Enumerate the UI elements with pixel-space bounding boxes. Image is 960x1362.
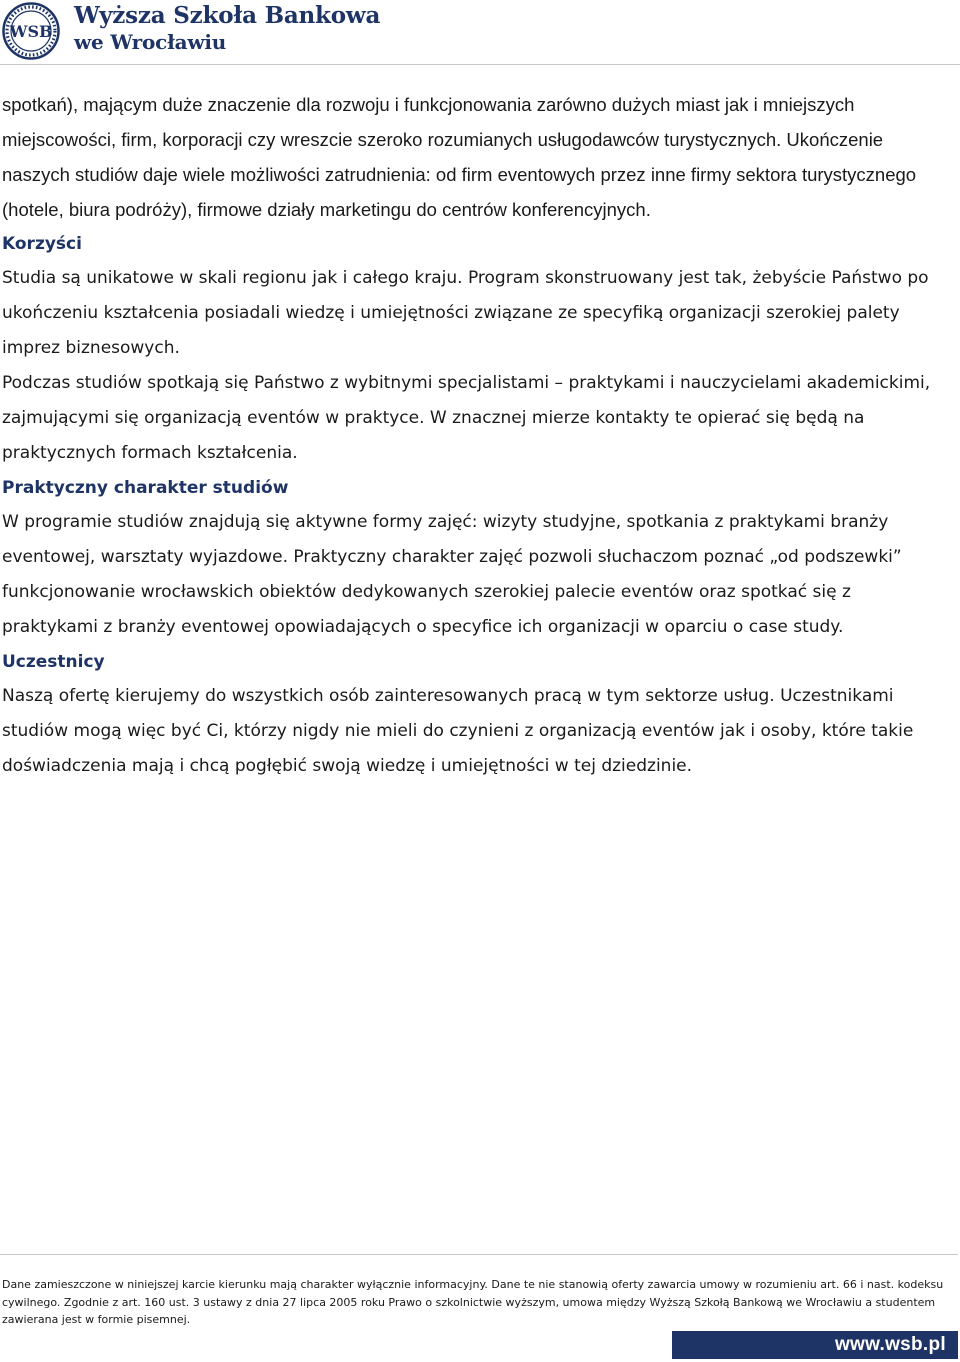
benefits-paragraph-2: Podczas studiów spotkają się Państwo z wybitnymi specjalistami – praktykami i nauczycielami akademickimi, zajmującymi się organizacją eventów w praktyce. W znacznej mierze kontakty te opierać się będą na praktycznych formach kształcenia. [2,373,931,463]
footer-disclaimer: Dane zamieszczone w niniejszej karcie kierunku mają charakter wyłącznie informacyjny. Dane te nie stanowią oferty zawarcia umowy w rozumieniu art. 66 i nast. kodeksu cywilnego. Zgodnie z art. 160 ust. 3 ustawy z dnia 27 lipca 2005 roku Prawo o szkolnictwie wyższym, umowa między Wyższą Szkołą Bankową we Wrocławiu a studentem zawierana jest w formie pisemnej. [2,1278,944,1326]
page-header [0,0,960,66]
website-link[interactable]: www.wsb.pl [834,1334,946,1355]
footer-url-bar [672,1331,958,1359]
logo-subtitle: we Wrocławiu [74,30,227,54]
footer-divider [0,1254,958,1255]
logo-title: Wyższa Szkoła Bankowa [74,2,381,29]
benefits-paragraph-1: Studia są unikatowe w skali regionu jak i całego kraju. Program skonstruowany jest tak, żebyście Państwo po ukończeniu kształcenia posiadali wiedzę i umiejętności związane ze specyfiką organizacji szerokiej palety imprez biznesowych. [2,268,929,358]
section-heading-practical: Praktyczny charakter studiów [2,478,289,498]
section-heading-participants: Uczestnicy [2,652,105,672]
wsb-seal-icon [2,2,60,60]
section-heading-benefits: Korzyści [2,234,82,254]
practical-paragraph: W programie studiów znajdują się aktywne formy zajęć: wizyty studyjne, spotkania z praktykami branży eventowej, warsztaty wyjazdowe. Praktyczny charakter zajęć pozwoli słuchaczom poznać „od podszewki” funkcjonowanie wrocławskich obiektów dedykowanych szerokiej palecie eventów oraz spotkać się z praktykami z branży eventowej opowiadających o specyfice ich organizacji w oparciu o case study. [2,512,902,637]
intro-paragraph: spotkań), mającym duże znaczenie dla rozwoju i funkcjonowania zarówno dużych miast jak i mniejszych miejscowości, firm, korporacji czy wreszcie szeroko rozumianych usługodawców turystycznych. Ukończenie naszych studiów daje wiele możliwości zatrudnienia: od firm eventowych przez inne firmy sektora turystycznego (hotele, biura podróży), firmowe działy marketingu do centrów konferencyjnych. [2,94,917,220]
participants-paragraph: Naszą ofertę kierujemy do wszystkich osób zainteresowanych pracą w tym sektorze usług. Uczestnikami studiów mogą więc być Ci, którzy nigdy nie mieli do czynieni z organizacją eventów jak i osoby, które takie doświadczenia mają i chcą pogłębić swoją wiedzę i umiejętności w tej dziedzinie. [2,686,914,776]
document-body [2,87,942,784]
header-divider [0,64,960,65]
seal-text: WSB [9,22,53,41]
